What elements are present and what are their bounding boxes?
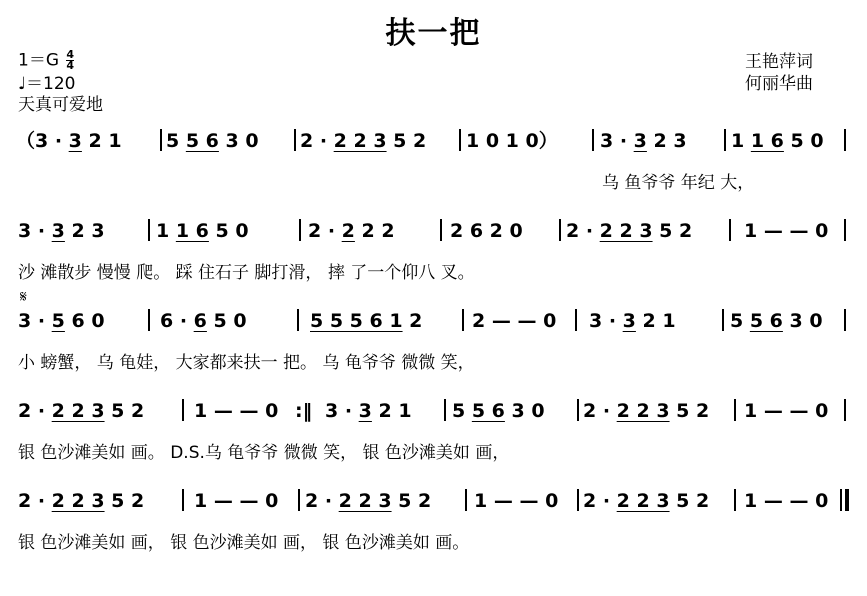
- key-signature: [18, 50, 74, 71]
- key-label: 1＝G: [18, 50, 59, 71]
- music-system-5: [14, 487, 859, 559]
- composer-credit: 何丽华曲: [745, 74, 813, 94]
- quarter-note-icon: ♩: [18, 74, 27, 94]
- music-system-3: [14, 287, 859, 379]
- repeat-end-barline: :‖: [295, 400, 313, 422]
- lyric-line: 银 色沙滩美如 画。 D.S.乌 龟爷爷 微微 笑， 银 色沙滩美如 画，: [18, 443, 510, 463]
- song-title: 扶一把: [385, 16, 482, 51]
- lyrics-row: [14, 171, 859, 195]
- expression-marking: 天真可爱地: [18, 95, 103, 115]
- tempo-marking: ♩＝120: [18, 74, 76, 94]
- segno-icon: 𝄋: [20, 287, 27, 306]
- music-system-4: [14, 397, 859, 469]
- lyric-line: 乌 鱼爷爷 年纪 大，: [602, 173, 755, 193]
- notation-row: 2 · 2 2 3 5 2 1 — — 0 2 · 2 2 3 5 2 1 — — 0 2 · 2 2 3 5 2 1 — — 0: [14, 487, 859, 515]
- lyricist-credit: 王艳萍词: [745, 52, 813, 72]
- lyrics-row: [14, 531, 859, 555]
- lyric-line: 小 螃蟹， 乌 龟娃， 大家都来扶一 把。 乌 龟爷爷 微微 笑，: [18, 353, 475, 373]
- lyric-line: 沙 滩散步 慢慢 爬。 踩 住石子 脚打滑， 摔 了一个仰八 叉。: [18, 263, 475, 283]
- lyrics-row: [14, 351, 859, 375]
- lyric-line: 银 色沙滩美如 画， 银 色沙滩美如 画， 银 色沙滩美如 画。: [18, 533, 470, 553]
- music-system-2: [14, 217, 859, 289]
- lyrics-row: [14, 261, 859, 285]
- notation-row: （3 · 3 2 1 5 5 6 3 0 2 · 2 2 3 5 2 1 0 1 0） 3 · 3 2 3 1 1 6 5 0: [14, 127, 859, 155]
- final-barline: [845, 489, 849, 511]
- notation-row: 3 · 3 2 3 1 1 6 5 0 2 · 2 2 2 2 6 2 0 2 · 2 2 3 5 2 1 — — 0: [14, 217, 859, 245]
- time-signature: $\frac{4}{4}$: [66, 48, 75, 72]
- lyrics-row: [14, 441, 859, 465]
- notation-row: 2 · 2 2 3 5 2 1 — — 0 :‖ 3 · 3 2 1 5 5 6 3 0 2 · 2 2 3 5 2 1 — — 0: [14, 397, 859, 425]
- notation-row: 3 · 5 6 0 6 · 6 5 0 5 5 5 6 1 2 2 — — 0 3 · 3 2 1 5 5 6 3 0: [14, 307, 859, 335]
- music-system-1: [14, 127, 859, 199]
